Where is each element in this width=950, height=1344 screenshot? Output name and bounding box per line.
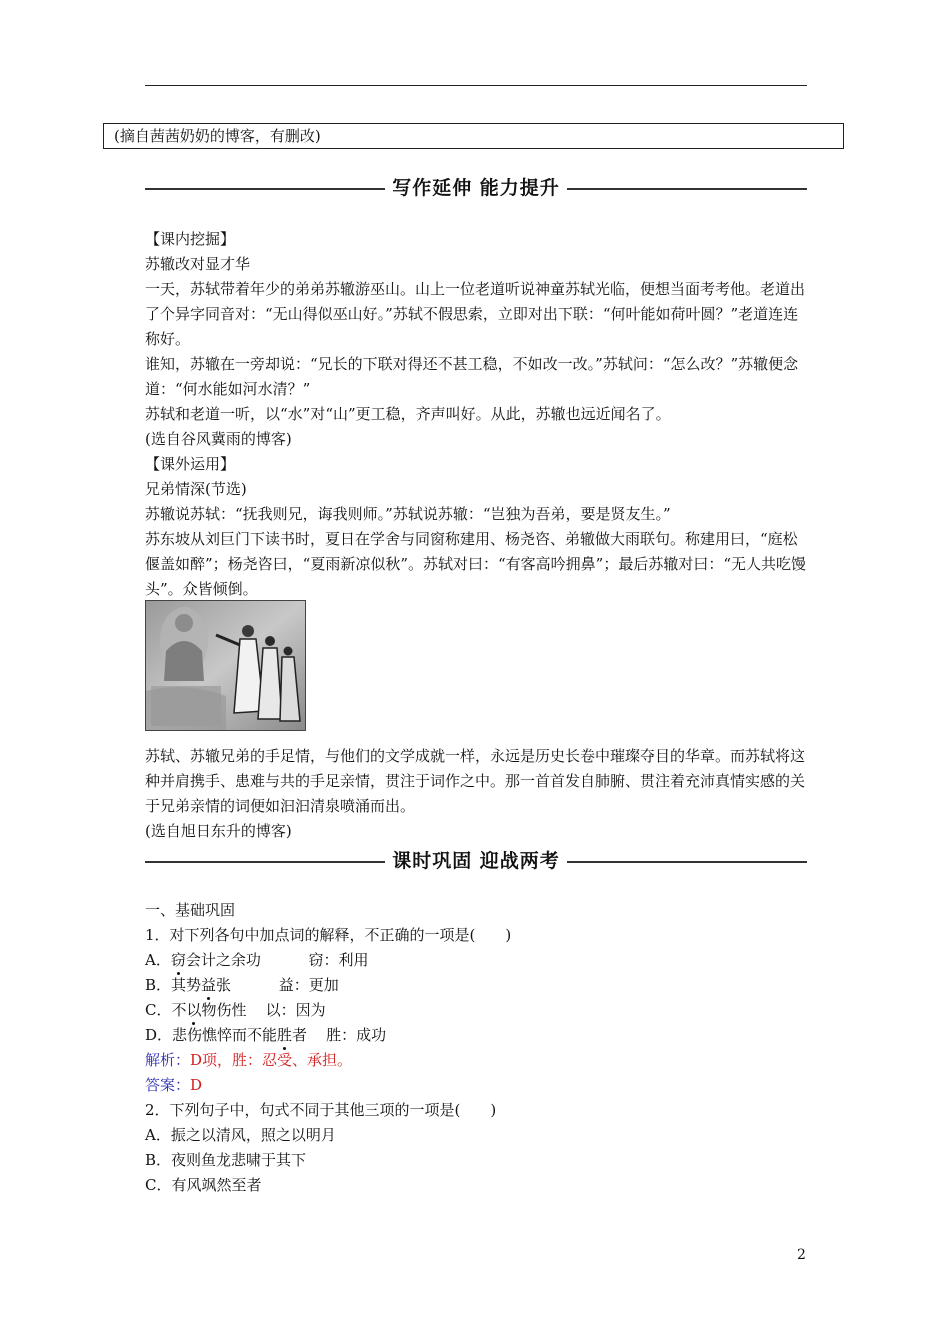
reading-section [145,227,807,602]
story-illustration [145,600,306,731]
option-label: B．其势 [145,976,202,994]
paragraph: 一天，苏轼带着年少的弟弟苏辙游巫山。山上一位老道听说神童苏轼光临，便想当面考考他。老道出了个异字同音对：“无山得似巫山好。”苏轼不假思索，立即对出下联：“何叶能如荷叶圆？”老道连连称好。 [145,280,806,348]
option-c [145,998,807,1023]
option-a [145,948,807,973]
dotted-word: 胜 [277,1023,292,1048]
option-label: D．悲伤憔悴而不能 [145,1026,278,1044]
option-label: A． [145,951,171,969]
option-label: C．不 [145,1001,187,1019]
question-stem: 1．对下列各句中加点词的解释，不正确的一项是( ) [145,926,512,944]
option-b [145,973,807,998]
reading-section-continued [145,744,807,844]
divider-line [567,861,807,863]
analysis-label: 解析： [145,1051,191,1069]
part-heading: 一、基础巩固 [145,901,236,919]
option-text: 者 胜：成功 [292,1026,387,1044]
answer [145,1073,807,1098]
paragraph: 苏辙说苏轼：“抚我则兄，诲我则师。”苏轼说苏辙：“岂独为吾弟，要是贤友生。” [145,505,671,523]
analysis-text: D项，胜：忍受、承担。 [190,1051,353,1069]
subheading-extracurricular: 【课外运用】 [145,455,236,473]
dotted-word: 益 [201,973,216,998]
answer-value: D [190,1076,203,1094]
dotted-word: 窃 [171,948,186,973]
subheading-in-class: 【课内挖掘】 [145,230,236,248]
source-note: (摘自茜茜奶奶的博客，有删改) [114,127,321,145]
divider-line [567,188,807,190]
source-citation: (选自谷风冀雨的博客) [145,430,292,448]
section-header-writing [145,173,807,203]
story-title: 兄弟情深(节选) [145,480,247,498]
paragraph: 苏轼、苏辙兄弟的手足情，与他们的文学成就一样，永远是历史长卷中璀璨夺目的华章。而苏轼将这种并肩携手、患难与共的手足亲情，贯注于词作之中。那一首首发自肺腑、贯注着充沛真情实感的关于兄弟亲情的词便如汩汩清泉喷涌而出。 [145,747,806,815]
exercise-section [145,898,807,1198]
option-text: 会计之余功 窃：利用 [185,951,369,969]
dotted-word: 以 [186,998,201,1023]
option-b: B．夜则鱼龙悲啸于其下 [145,1151,307,1169]
header-rule [145,85,807,86]
section-title: 课时巩固 迎战两考 [392,850,560,872]
question-stem: 2．下列句子中，句式不同于其他三项的一项是( ) [145,1101,497,1119]
option-text: 物伤性 以：因为 [201,1001,326,1019]
page-number: 2 [797,1247,806,1263]
paragraph: 苏轼和老道一听，以“水”对“山”更工稳，齐声叫好。从此，苏辙也远近闻名了。 [145,405,671,423]
paragraph: 谁知，苏辙在一旁却说：“兄长的下联对得还不甚工稳，不如改一改。”苏轼问：“怎么改？”苏辙便念道：“何水能如河水清？” [145,355,799,398]
source-citation: (选自旭日东升的博客) [145,822,292,840]
option-d [145,1023,807,1048]
answer-label: 答案： [145,1076,191,1094]
paragraph: 苏东坡从刘巨门下读书时，夏日在学舍与同窗称建用、杨尧咨、弟辙做大雨联句。称建用曰，“庭松偃盖如醉”；杨尧咨曰，“夏雨新凉似秋”。苏轼对曰：“有客高吟拥鼻”；最后苏辙对曰：“无人共吃馒头”。众皆倾倒。 [145,530,807,598]
section-title: 写作延伸 能力提升 [392,177,560,199]
story-title: 苏辙改对显才华 [145,255,251,273]
analysis [145,1048,807,1073]
option-a: A．振之以清风，照之以明月 [145,1126,336,1144]
option-c: C．有风飒然至者 [145,1176,262,1194]
option-text: 张 益：更加 [216,976,339,994]
source-note-box [103,123,844,149]
section-header-exercise [145,846,807,876]
